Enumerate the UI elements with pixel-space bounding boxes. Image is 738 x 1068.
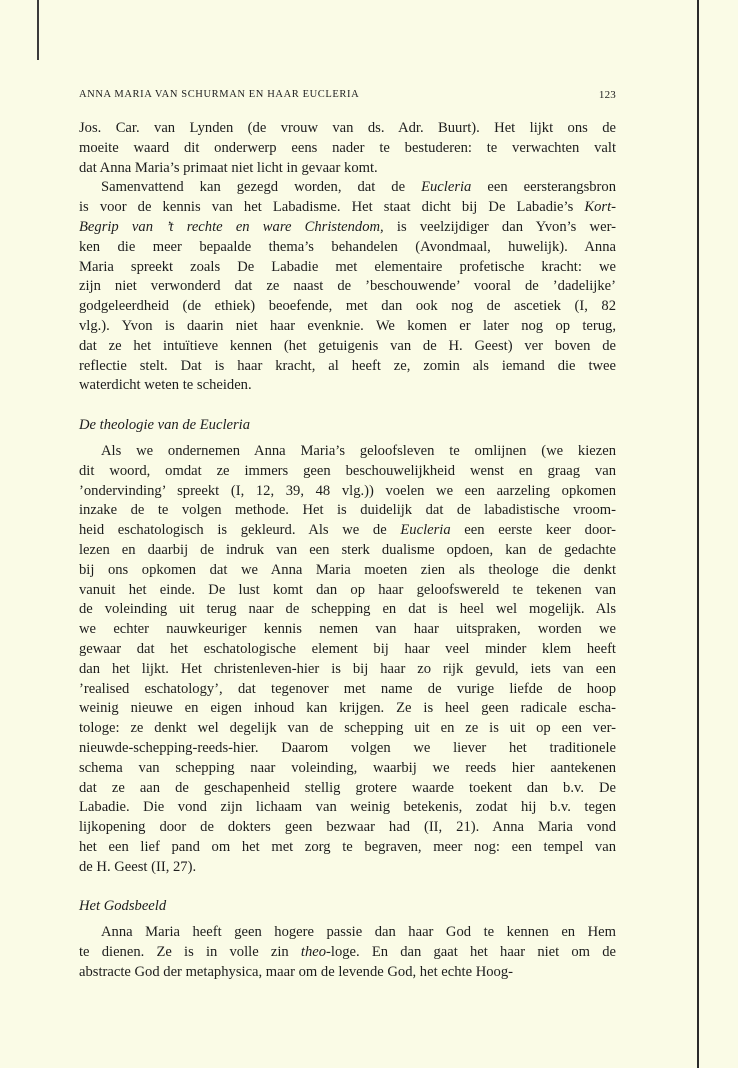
text-line: lezen en daarbij de indruk van een sterk dualisme opdoen, kan de gedachte — [79, 541, 616, 558]
text-line: dan het lijkt. Het christenleven-hier is bij haar zo rijk gevuld, iets van een — [79, 660, 616, 677]
text-line: ken die meer bepaalde thema’s behandelen (Avondmaal, huwelijk). Anna — [79, 238, 616, 255]
section-heading: De theologie van de Eucleria — [79, 417, 251, 434]
text-line: de voleinding uit terug naar de schepping en dat is heel wel mogelijk. Als — [79, 601, 616, 618]
text-line: inzake de te volgen methode. Het is duidelijk dat de labadistische vroom- — [79, 502, 616, 519]
text-line: we echter nauwkeuriger kennis nemen van haar uitspraken, worden we — [79, 621, 616, 638]
text-line: ’ondervinding’ spreekt (I, 12, 39, 48 vlg.)) voelen we een aarzeling opkomen — [79, 482, 616, 499]
running-head-title: ANNA MARIA VAN SCHURMAN EN HAAR EUCLERIA — [79, 89, 360, 100]
text-line: gewaar dat het eschatologische element bij haar veel minder klem heeft — [79, 640, 616, 657]
text-line: godgeleerdheid (de ethiek) beoefende, met dan ook nog de ascetiek (I, 82 — [79, 298, 616, 315]
page-number: 123 — [598, 89, 616, 101]
text-line: vlg.). Yvon is daarin niet haar evenknie. We komen er later nog op terug, — [79, 317, 616, 334]
text-line: Jos. Car. van Lynden (de vrouw van ds. Adr. Buurt). Het lijkt ons de — [79, 120, 616, 136]
text-line: de H. Geest (II, 27). — [79, 858, 197, 875]
text-line: dat Anna Maria’s primaat niet licht in gevaar komt. — [79, 159, 378, 176]
text-line: dit woord, omdat ze immers geen beschouwelijkheid wenst en graag van — [79, 462, 616, 479]
text-line: ’realised eschatology’, dat tegenover met name de vurige liefde de hoop — [79, 680, 616, 697]
text-line: waterdicht weten te scheiden. — [79, 377, 252, 394]
text-line: Maria spreekt zoals De Labadie met elementaire profetische kracht: we — [79, 258, 616, 275]
text-line: het een lief pand om het met zorg te begraven, meer nog: een tempel van — [79, 838, 616, 855]
text-line: schema van schepping naar voleinding, waarbij we reeds hier aantekenen — [79, 759, 616, 776]
text-line: reflectie stelt. Dat is haar kracht, al heeft ze, zomin als iemand die twee — [79, 357, 616, 374]
text-line: Samenvattend kan gezegd worden, dat de Eucleria een eersterangsbron — [101, 179, 616, 196]
text-line: lijkopening door de dokters geen bezwaar had (II, 21). Anna Maria vond — [79, 819, 616, 836]
scan-edge-line-top — [37, 0, 39, 60]
scan-edge-line-right — [697, 0, 699, 1068]
text-line: abstracte God der metaphysica, maar om de levende God, het echte Hoog- — [79, 963, 513, 980]
text-line: nieuwde-schepping-reeds-hier. Daarom volgen we liever het traditionele — [79, 739, 616, 756]
text-line: Labadie. Die vond zijn lichaam van weinig betekenis, zodat hij b.v. tegen — [79, 799, 616, 816]
section-heading: Het Godsbeeld — [79, 898, 167, 915]
text-line: is voor de kennis van het Labadisme. Het staat dicht bij De Labadie’s Kort- — [79, 199, 616, 216]
running-head — [79, 88, 616, 102]
text-line: Anna Maria heeft geen hogere passie dan haar God te kennen en Hem — [101, 924, 616, 941]
text-line: vanuit het einde. De lust komt dan op haar geloofswereld te tekenen van — [79, 581, 616, 598]
text-line: Als we ondernemen Anna Maria’s geloofsleven te omlijnen (we kiezen — [101, 442, 616, 459]
text-line: te dienen. Ze is in volle zin theo-loge. En dan gaat het haar niet om de — [79, 944, 616, 961]
text-line: dat ze het intuïtieve kennen (het getuigenis van de H. Geest) ver boven de — [79, 337, 616, 354]
body-text — [79, 119, 616, 983]
text-line: Begrip van ’t rechte en ware Christendom, is veelzijdiger dan Yvon’s wer- — [79, 218, 616, 235]
text-line: zijn niet verwonderd dat ze naast de ’beschouwende’ vooral de ’dadelijke’ — [79, 278, 616, 295]
text-line: weinig nieuwe en eigen inhoud kan krijgen. Ze is heel geen radicale escha- — [79, 700, 616, 717]
text-line: dat ze aan de geschapenheid stellig grotere waarde toekent dan b.v. De — [79, 779, 616, 796]
text-line: moeite waard dit onderwerp eens nader te bestuderen: te verwachten valt — [79, 139, 616, 156]
text-line: heid eschatologisch is gekleurd. Als we de Eucleria een eerste keer door- — [79, 522, 616, 539]
text-line: bij ons opkomen dat we Anna Maria moeten zien als theologe die denkt — [79, 561, 616, 578]
text-line: tologe: ze denkt wel degelijk van de schepping uit en ze is uit op een ver- — [79, 720, 616, 737]
